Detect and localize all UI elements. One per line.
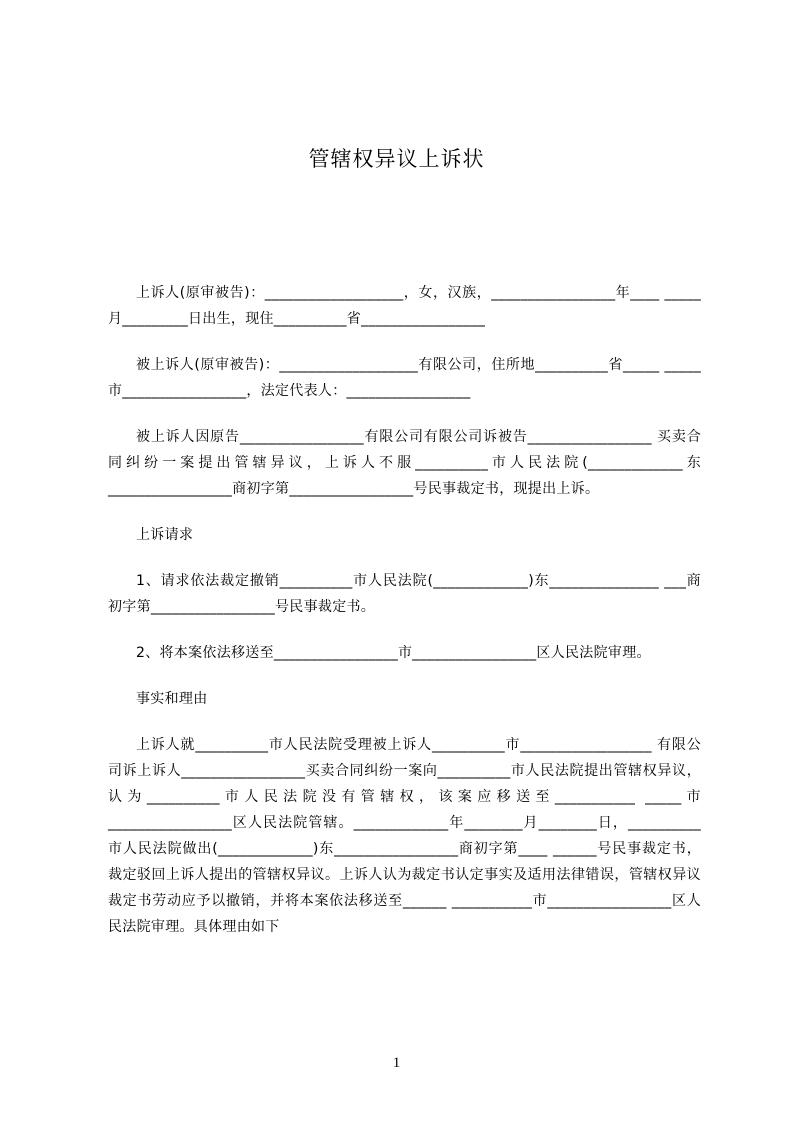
facts-paragraph: 上诉人就__________市人民法院受理被上诉人__________市__________________ 有限公司诉上诉人_________________买卖合同纠纷一案向__________市人民法院提出管辖权异议，认为__________市人民法院没有管辖权，该案应移送至___________ _____市_________________区人民法院管辖。_____________年________月________日，__________市人民法院做出(_____________)东_________________商初字第____ ______号民事裁定书，裁定驳回上诉人提出的管辖权异议。上诉人认为裁定书认定事实及适用法律错误，管辖权异议裁定书劳动应予以撤销，并将本案依法移送至______ ___________市_________________区人民法院审理。具体理由如下 (108, 737, 701, 935)
claim-1-paragraph: 1、请求依法裁定撤销__________市人民法院(_____________)东_______________ ___商初字第_________________号民事裁定书。 (108, 573, 701, 615)
claim-2-paragraph: 2、将本案依法移送至_________________市_________________区人民法院审理。 (136, 645, 651, 661)
document-title: 管辖权异议上诉状 (308, 147, 485, 171)
appellee-paragraph: 被上诉人(原审被告)：___________________有限公司，住所地__________省_____ _____市_________________，法定代表人：_________________ (108, 357, 701, 399)
page-number: 1 (392, 1055, 401, 1071)
appellant-paragraph: 上诉人(原审被告)：___________________，女，汉族，_________________年____ _____月_________日出生，现住__________省_________________ (108, 285, 701, 327)
claims-heading: 上诉请求 (136, 527, 194, 543)
document-body (108, 280, 701, 940)
facts-heading: 事实和理由 (136, 691, 208, 707)
cause-paragraph: 被上诉人因原告_________________有限公司有限公司诉被告_________________ 买卖合同纠纷一案提出管辖异议，上诉人不服__________市人民法院(_____________东_________________商初字第_________________号民事裁定书，现提出上诉。 (108, 429, 701, 497)
